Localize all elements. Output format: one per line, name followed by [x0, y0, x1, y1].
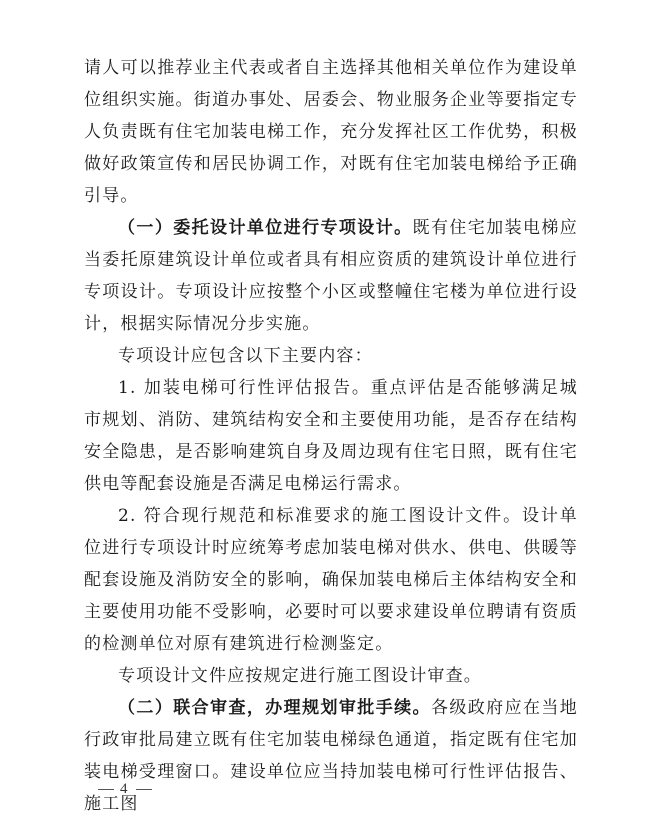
footer-dash-left — [98, 789, 114, 790]
paragraph-text: 既有住宅加装电梯应当委托原建筑设计单位或者具有相应资质的建筑设计单位进行专项设计。专项设计应按整个小区或整幢住宅楼为单位进行设计，根据实际情况分步实施。 — [84, 218, 578, 334]
paragraph-text: 1. 加装电梯可行性评估报告。重点评估是否能够满足城市规划、消防、建筑结构安全和主要使用功能，是否存在结构安全隐患，是否影响建筑自身及周边现有住宅日照，既有住宅供电等配套设施是否满足电梯运行需求。 — [84, 378, 578, 494]
section-heading: （二）联合审查，办理规划审批手续。 — [118, 698, 431, 718]
paragraph-1 — [84, 52, 578, 212]
paragraph-text: 专项设计文件应按规定进行施工图设计审查。 — [118, 666, 482, 686]
section-heading: （一）委托设计单位进行专项设计。 — [118, 218, 413, 238]
paragraph-text: 各级政府应在当地行政审批局建立既有住宅加装电梯绿色通道，指定既有住宅加装电梯受理窗口。建设单位应当持加装电梯可行性评估报告、施工图 — [84, 698, 578, 814]
page-footer — [92, 781, 158, 798]
paragraph-text: 2. 符合现行规范和标准要求的施工图设计文件。设计单位进行专项设计时应统筹考虑加装电梯对供水、供电、供暖等配套设施及消防安全的影响，确保加装电梯后主体结构安全和主要使用功能不受影响，必要时可以要求建设单位聘请有资质的检测单位对原有建筑进行检测鉴定。 — [84, 506, 578, 654]
document-body — [84, 52, 578, 820]
paragraph-7 — [84, 692, 578, 820]
paragraph-2 — [84, 212, 578, 340]
paragraph-6 — [84, 660, 578, 692]
page-number: 4 — [120, 781, 130, 797]
paragraph-4 — [84, 372, 578, 500]
paragraph-text: 专项设计应包含以下主要内容： — [118, 346, 373, 366]
paragraph-3 — [84, 340, 578, 372]
footer-dash-right — [136, 789, 152, 790]
paragraph-text: 请人可以推荐业主代表或者自主选择其他相关单位作为建设单位组织实施。街道办事处、居委会、物业服务企业等要指定专人负责既有住宅加装电梯工作，充分发挥社区工作优势，积极做好政策宣传和居民协调工作，对既有住宅加装电梯给予正确引导。 — [84, 58, 578, 206]
paragraph-5 — [84, 500, 578, 660]
